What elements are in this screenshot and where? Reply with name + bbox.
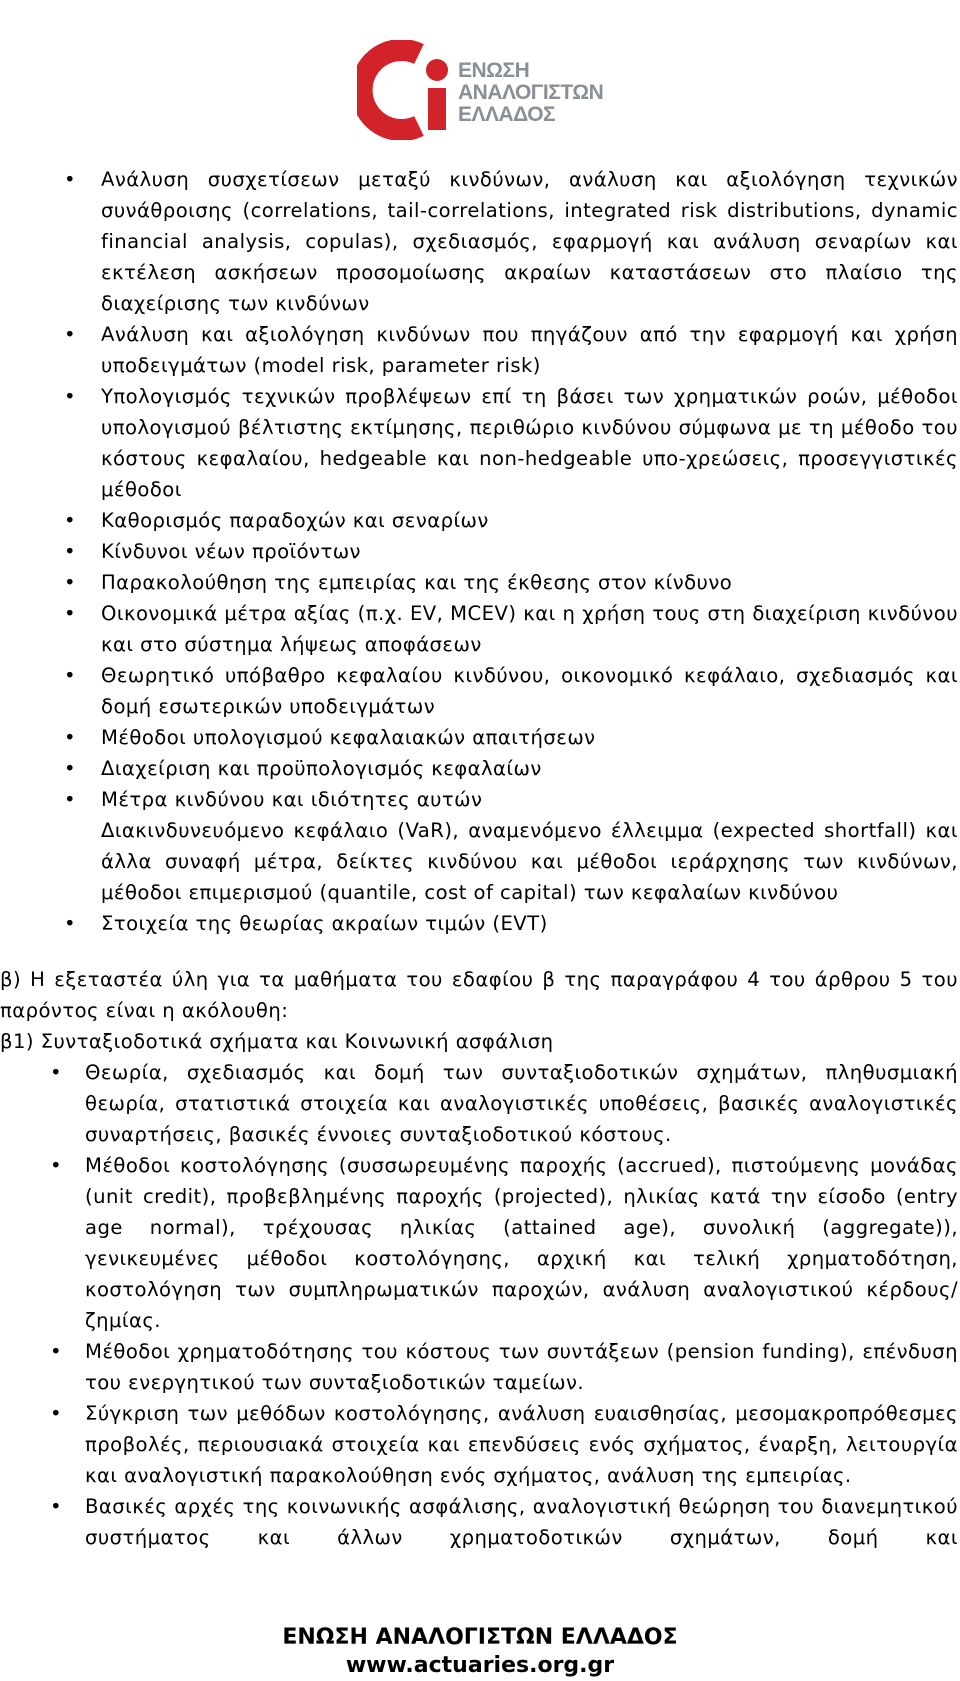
list-item-text: Σύγκριση των μεθόδων κοστολόγησης, ανάλυση ευαισθησίας, μεσομακροπρόθεσμες προβολές, περιουσιακά στοιχεία και επενδύσεις ενός σχήματος, έναρξη, λειτουργία και αναλογιστική παρακολούθηση ενός σχήματος, ανάλυση της εμπειρίας.	[85, 1402, 958, 1487]
footer-organization: ΕΝΩΣΗ ΑΝΑΛΟΓΙΣΤΩΝ ΕΛΛΑΔΟΣ	[282, 1625, 678, 1650]
spacer	[0, 939, 960, 964]
bullet: •	[50, 1061, 63, 1084]
list-item	[0, 536, 960, 567]
list-item	[0, 1057, 960, 1150]
list-item-text: Καθορισμός παραδοχών και σεναρίων	[101, 509, 489, 532]
list-item-text: Παρακολούθηση της εμπειρίας και της έκθεσης στον κίνδυνο	[101, 571, 733, 594]
list-item-text: Διαχείριση και προϋπολογισμός κεφαλαίων	[101, 757, 542, 780]
paragraph-b: β) Η εξεταστέα ύλη για τα μαθήματα του εδαφίου β της παραγράφου 4 του άρθρου 5 του παρόντος είναι η ακόλουθη:	[0, 968, 958, 1022]
list-item	[0, 1150, 960, 1336]
bullet: •	[64, 788, 77, 811]
bullet: •	[64, 571, 77, 594]
bullet: •	[64, 726, 77, 749]
list-item	[0, 381, 960, 505]
page-footer	[0, 1624, 960, 1680]
list-item	[0, 908, 960, 939]
bullet: •	[64, 664, 77, 687]
list-item-text: Θεωρία, σχεδιασμός και δομή των συνταξιοδοτικών σχημάτων, πληθυσμιακή θεωρία, στατιστικά στοιχεία και αναλογιστικές υποθέσεις, βασικές αναλογιστικές συναρτήσεις, βασικές έννοιες συνταξιοδοτικού κόστους.	[85, 1061, 958, 1146]
bullet: •	[64, 323, 77, 346]
footer-website: www.actuaries.org.gr	[345, 1653, 615, 1678]
list-item-text: Κίνδυνοι νέων προϊόντων	[101, 540, 361, 563]
list-continuation-text: Διακινδυνευόμενο κεφάλαιο (VaR), αναμενόμενο έλλειμμα (expected shortfall) και άλλα συναφή μέτρα, δείκτες κινδύνου και μέθοδοι ιεράρχησης των κινδύνων, μέθοδοι επιμερισμού (quantile, cost of capital) των κεφαλαίων κινδύνου	[101, 819, 958, 904]
list-item-text: Υπολογισμός τεχνικών προβλέψεων επί τη βάσει των χρηματικών ροών, μέθοδοι υπολογισμού βέλτιστης εκτίμησης, περιθώριο κινδύνου σύμφωνα με τη μέθοδο του κόστους κεφαλαίου, hedgeable και non-hedgeable υπο-χρεώσεις, προσεγγιστικές μέθοδοι	[101, 385, 958, 501]
pension-topics-list	[0, 1057, 960, 1553]
bullet: •	[64, 168, 77, 191]
risk-topics-list	[0, 164, 960, 815]
bullet: •	[64, 757, 77, 780]
list-item	[0, 567, 960, 598]
logo-line-3: ΕΛΛΑΔΟΣ	[458, 103, 556, 126]
logo-line-2: ΑΝΑΛΟΓΙΣΤΩΝ	[458, 81, 604, 104]
bullet: •	[64, 385, 77, 408]
list-item	[0, 722, 960, 753]
bullet: •	[64, 540, 77, 563]
list-item	[0, 784, 960, 815]
list-item	[0, 1398, 960, 1491]
bullet: •	[64, 602, 77, 625]
list-item	[0, 505, 960, 536]
list-item	[0, 164, 960, 319]
list-item-text: Μέθοδοι χρηματοδότησης του κόστους των συντάξεων (pension funding), επένδυση του ενεργητικού των συνταξιοδοτικών ταμείων.	[85, 1340, 958, 1394]
list-item-text: Οικονομικά μέτρα αξίας (π.χ. EV, MCEV) και η χρήση τους στη διαχείριση κινδύνου και στο σύστημα λήψεως αποφάσεων	[101, 602, 958, 656]
list-item	[0, 660, 960, 722]
logo-line-1: ΕΝΩΣΗ	[458, 59, 530, 82]
bullet: •	[50, 1154, 63, 1177]
bullet: •	[50, 1340, 63, 1363]
section-heading-b1: β1) Συνταξιοδοτικά σχήματα και Κοινωνική ασφάλιση	[0, 1030, 554, 1053]
list-item-text: Θεωρητικό υπόβαθρο κεφαλαίου κινδύνου, οικονομικό κεφάλαιο, σχεδιασμός και δομή εσωτερικών υποδειγμάτων	[101, 664, 958, 718]
list-item-text: Μέθοδοι υπολογισμού κεφαλαιακών απαιτήσεων	[101, 726, 596, 749]
logo-mark-icon	[357, 40, 457, 140]
list-item	[0, 598, 960, 660]
list-item-text: Μέτρα κινδύνου και ιδιότητες αυτών	[101, 788, 483, 811]
bullet: •	[64, 509, 77, 532]
bullet: •	[64, 912, 77, 935]
list-item	[0, 1336, 960, 1398]
list-item-text: Στοιχεία της θεωρίας ακραίων τιμών (EVT)	[101, 912, 548, 935]
list-item	[0, 1491, 960, 1553]
logo-text	[458, 60, 603, 126]
document-body	[0, 164, 960, 1553]
risk-topics-list-end	[0, 908, 960, 939]
list-item-text: Ανάλυση συσχετίσεων μεταξύ κινδύνων, ανάλυση και αξιολόγηση τεχνικών συνάθροισης (correlations, tail-correlations, integrated risk distributions, dynamic financial analysis, copulas), σχεδιασμός, εφαρμογή και ανάλυση σεναρίων και εκτέλεση ασκήσεων προσομοίωσης ακραίων καταστάσεων στο πλαίσιο της διαχείρισης των κινδύνων	[101, 168, 958, 315]
list-item-text: Μέθοδοι κοστολόγησης (συσσωρευμένης παροχής (accrued), πιστούμενης μονάδας (unit credit), προβεβλημένης παροχής (projected), ηλικίας κατά την είσοδο (entry age normal), τρέχουσας ηλικίας (attained age), συνολική (aggregate)), γενικευμένες μέθοδοι κοστολόγησης, αρχική και τελική χρηματοδότηση, κοστολόγηση των συμπληρωματικών παροχών, ανάλυση αναλογιστικού κέρδους/ζημίας.	[85, 1154, 958, 1332]
list-item	[0, 319, 960, 381]
list-item-text: Ανάλυση και αξιολόγηση κινδύνων που πηγάζουν από την εφαρμογή και χρήση υποδειγμάτων (model risk, parameter risk)	[101, 323, 958, 377]
list-item-text: Βασικές αρχές της κοινωνικής ασφάλισης, αναλογιστική θεώρηση του διανεμητικού συστήματος και άλλων χρηματοδοτικών σχημάτων, δομή και	[85, 1495, 958, 1549]
list-item	[0, 753, 960, 784]
bullet: •	[50, 1402, 63, 1425]
organization-logo	[357, 40, 617, 140]
bullet: •	[50, 1495, 63, 1518]
